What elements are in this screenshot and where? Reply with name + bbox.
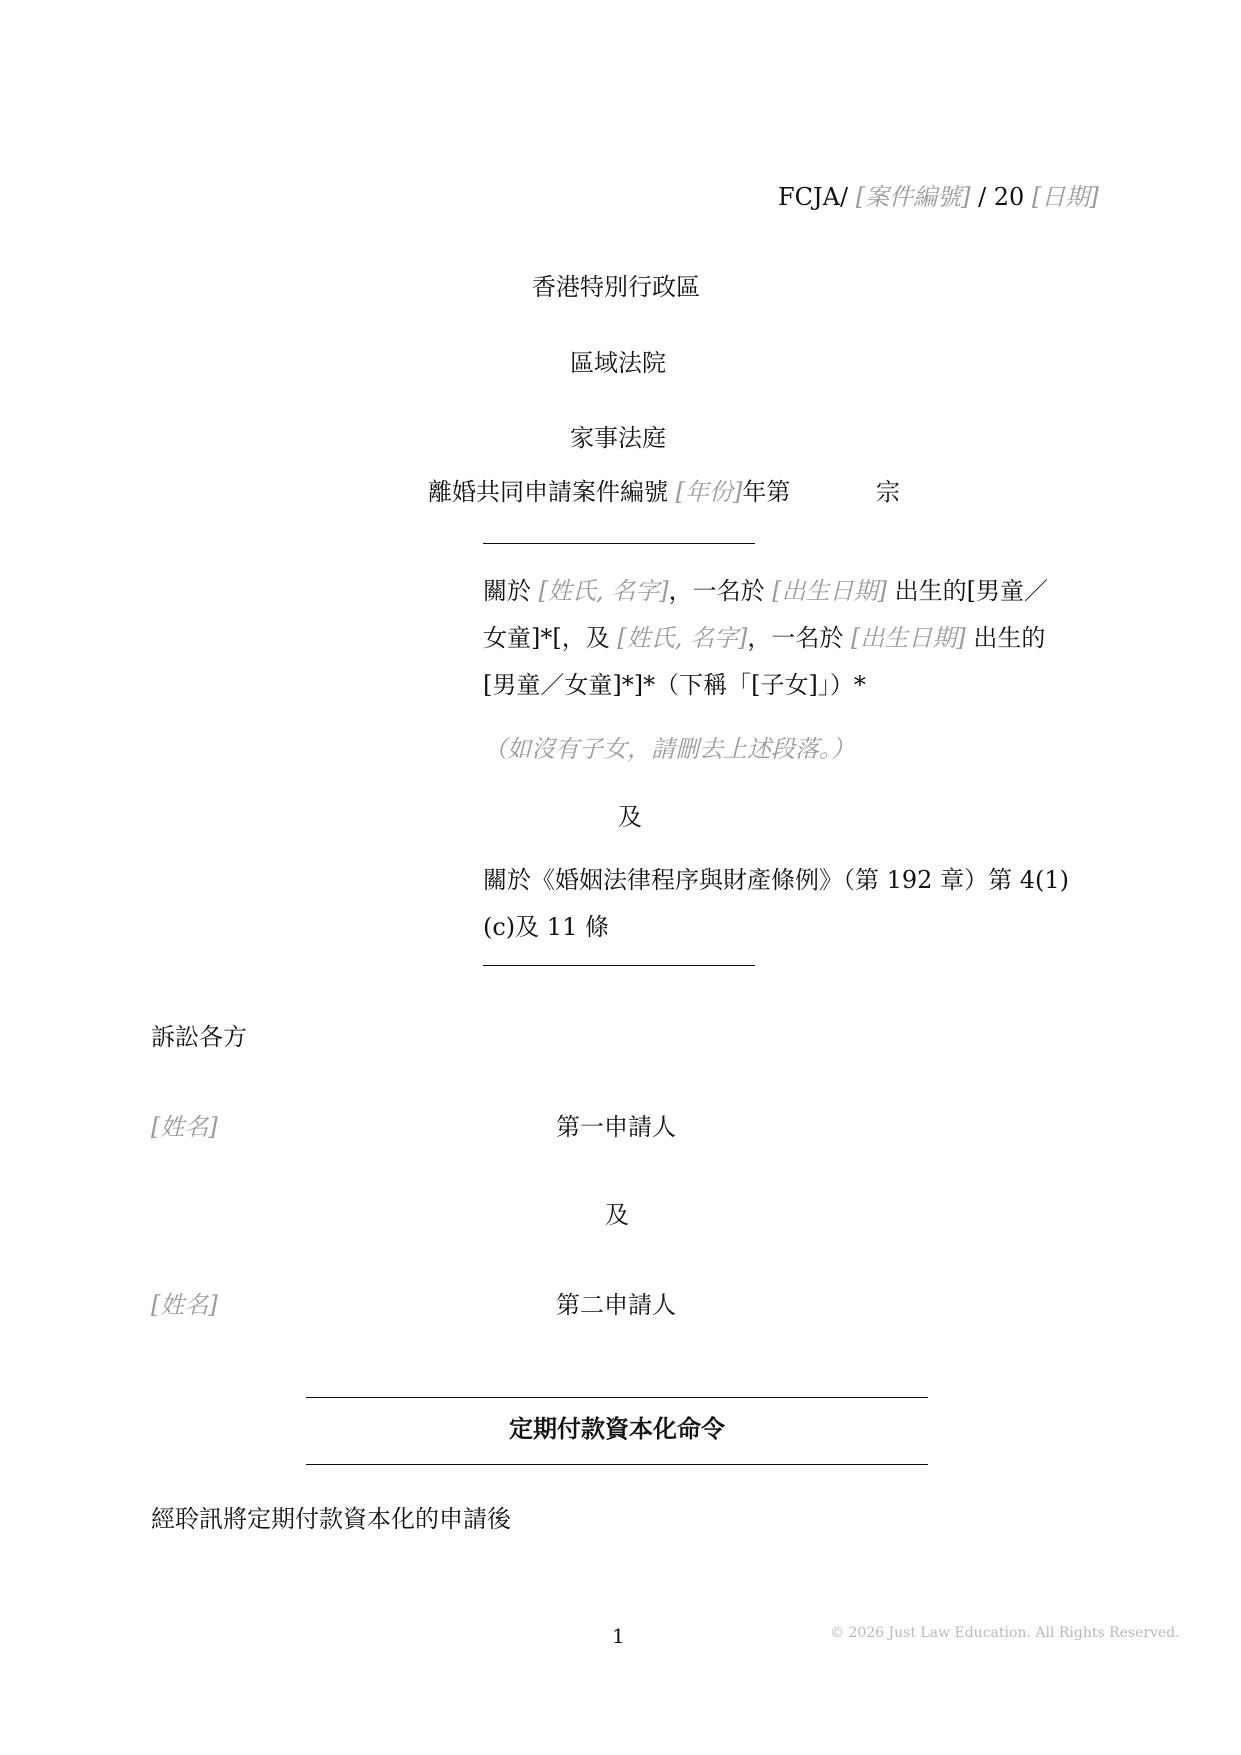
case-label-tail: 年第 <box>742 478 791 506</box>
children-line-1 <box>483 568 1048 615</box>
children-text: ，一名於 <box>747 624 851 652</box>
case-ref-separator: / 20 <box>970 183 1032 211</box>
date-placeholder: [日期] <box>1031 183 1099 211</box>
parties-heading: 訴訟各方 <box>151 1023 247 1051</box>
divider-bottom <box>483 965 755 966</box>
birth-date-placeholder: [出生日期] <box>850 624 966 652</box>
copyright-notice: © 2026 Just Law Education. All Rights Reserved. <box>830 1625 1180 1641</box>
child-name-placeholder: [姓氏, 名字] <box>538 577 669 605</box>
case-ref-prefix: FCJA/ <box>778 183 849 211</box>
body-text: 經聆訊將定期付款資本化的申請後 <box>151 1505 511 1533</box>
children-text: 關於 <box>483 577 539 605</box>
child-name-placeholder: [姓氏, 名字] <box>617 624 748 652</box>
year-placeholder: [年份] <box>675 478 743 506</box>
and-connector: 及 <box>618 803 642 831</box>
children-line-2 <box>483 615 1045 662</box>
ordinance-line-1: 關於《婚姻法律程序與財產條例》（第 192 章）第 4(1) <box>483 866 1069 894</box>
order-title: 定期付款資本化命令 <box>509 1414 725 1443</box>
case-label: 離婚共同申請案件編號 <box>428 478 676 506</box>
second-applicant-name-placeholder: [姓名] <box>151 1291 218 1319</box>
children-text: 女童]*[，及 <box>483 624 618 652</box>
children-text: ，一名於 <box>668 577 773 605</box>
birth-date-placeholder: [出生日期] <box>772 577 887 605</box>
title-rule-top <box>306 1397 928 1398</box>
children-text: 出生的[男童／ <box>887 577 1048 605</box>
page-number: 1 <box>612 1624 625 1648</box>
court-region: 香港特別行政區 <box>532 273 700 301</box>
children-line-3: [男童／女童]*]*（下稱「[子女]」）* <box>483 671 866 699</box>
case-reference <box>778 180 1099 214</box>
children-text: 出生的 <box>965 624 1046 652</box>
case-number-placeholder: [案件編號] <box>855 183 971 211</box>
title-rule-bottom <box>306 1464 928 1465</box>
parties-and: 及 <box>605 1201 629 1229</box>
first-applicant-name-placeholder: [姓名] <box>151 1113 218 1141</box>
first-applicant-role: 第一申請人 <box>556 1113 676 1141</box>
ordinance-line-2: (c)及 11 條 <box>483 913 609 941</box>
court-division: 家事法庭 <box>570 424 666 452</box>
joint-application-case-number <box>428 475 790 509</box>
case-label-end: 宗 <box>876 478 900 506</box>
divider-top <box>483 543 755 544</box>
children-note: （如沒有子女，請刪去上述段落。） <box>483 735 855 763</box>
court-name: 區域法院 <box>570 349 666 377</box>
second-applicant-role: 第二申請人 <box>556 1291 676 1319</box>
